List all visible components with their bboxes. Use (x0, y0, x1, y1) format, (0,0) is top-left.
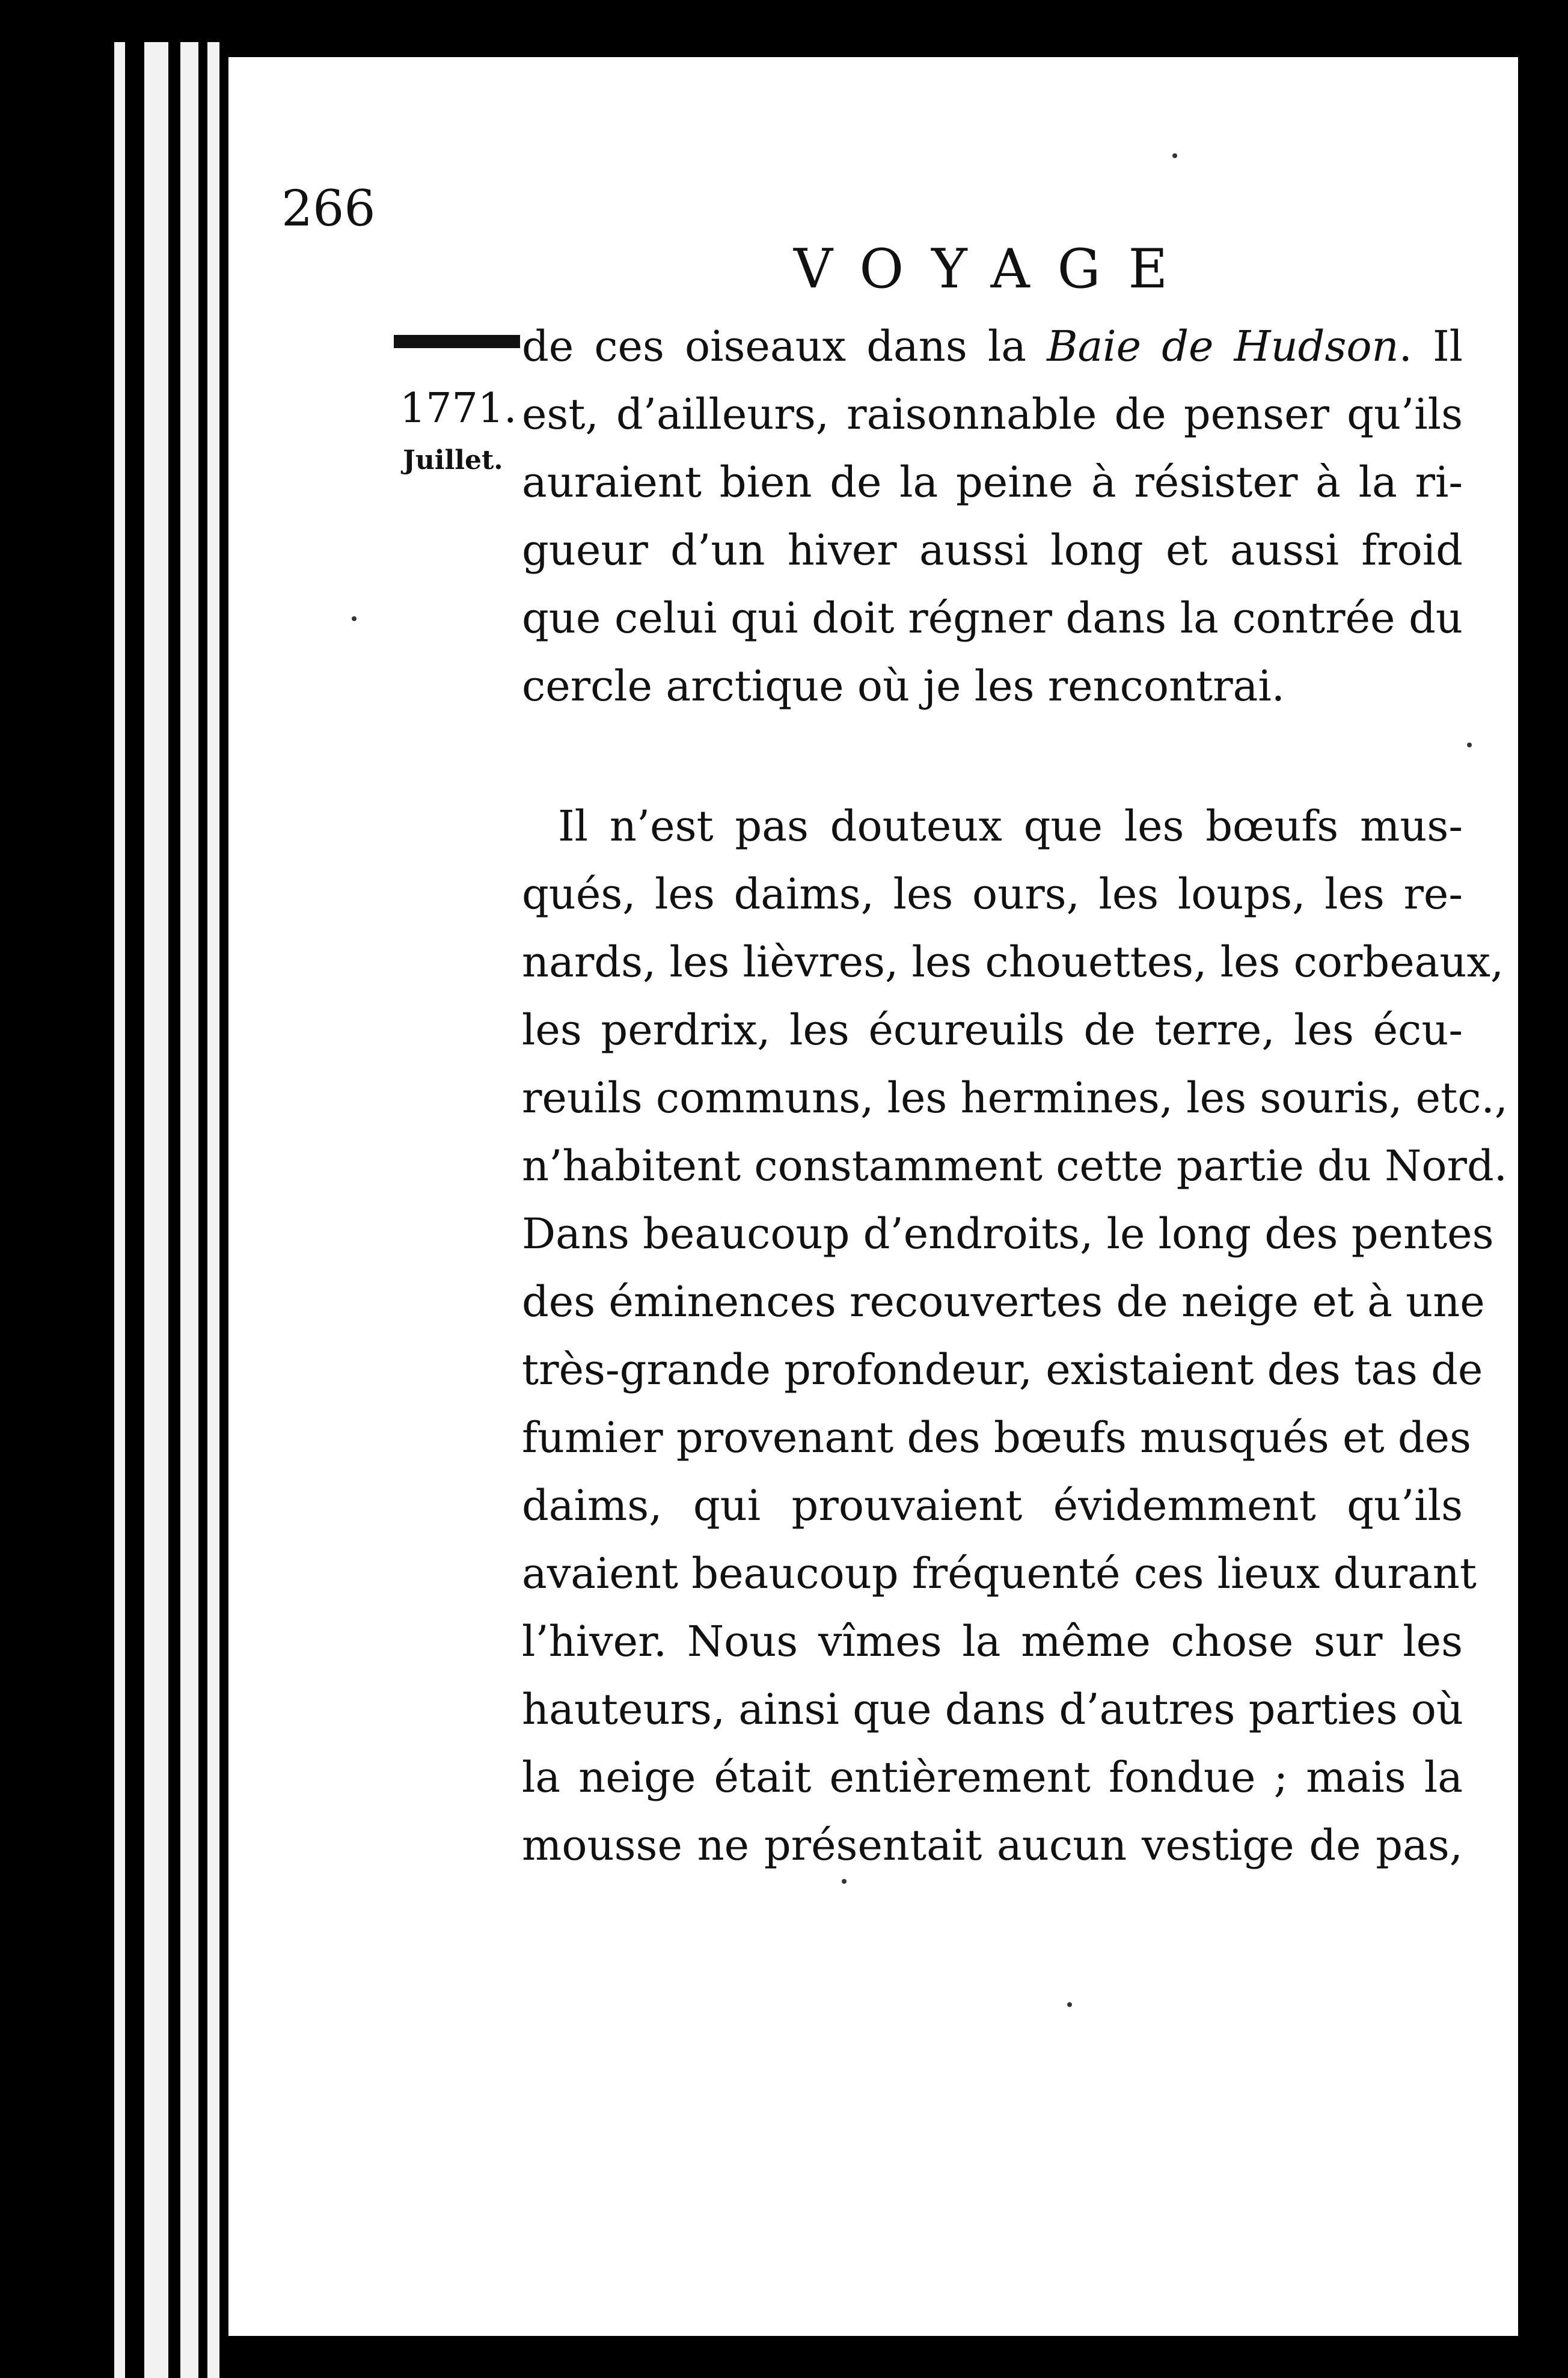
text-line: qués, les daims, les ours, les loups, les re- (522, 869, 1463, 919)
page-edge-strip (180, 42, 198, 2378)
running-title: VOYAGE (794, 237, 1196, 301)
text-line (522, 313, 1463, 381)
print-speck (1172, 153, 1177, 158)
text-line: Il n’est pas douteux que les bœufs mus- (558, 801, 1463, 851)
text-line: daims, qui prouvaient évidemment qu’ils (522, 1481, 1463, 1530)
text-line: la neige était entièrement fondue ; mais la (522, 1753, 1463, 1802)
text-line: très-grande profondeur, existaient des tas de (522, 1345, 1483, 1394)
text-line: avaient beaucoup fréquenté ces lieux durant (522, 1549, 1477, 1598)
print-speck (352, 616, 357, 621)
text-line: reuils communs, les hermines, les souris, etc., (522, 1073, 1508, 1123)
place-name-italic: Baie de Hudson (1047, 322, 1399, 371)
text-line: des éminences recouvertes de neige et à une (522, 1277, 1485, 1326)
text-line: nards, les lièvres, les chouettes, les corbeaux, (522, 937, 1504, 987)
text-run: . Il (1398, 322, 1463, 371)
text-line: hauteurs, ainsi que dans d’autres parties où (522, 1685, 1463, 1734)
text-line: l’hiver. Nous vîmes la même chose sur les (522, 1617, 1463, 1666)
margin-month: Juillet. (403, 445, 503, 476)
marginal-rule (394, 335, 520, 348)
print-speck (842, 1879, 847, 1884)
page-number: 266 (281, 180, 376, 237)
paragraph-gap (522, 720, 1463, 792)
page-edge-strip (114, 42, 125, 2378)
print-speck (1067, 2002, 1072, 2007)
text-line: est, d’ailleurs, raisonnable de penser qu’ils (522, 390, 1463, 439)
print-speck (1467, 743, 1472, 747)
text-line: cercle arctique où je les rencontrai. (522, 661, 1285, 711)
text-line: n’habitent constamment cette partie du Nord. (522, 1141, 1508, 1191)
text-line: que celui qui doit régner dans la contrée du (522, 593, 1463, 643)
right-border (1520, 0, 1568, 2378)
page-edge-strip (207, 42, 219, 2378)
text-line: auraient bien de la peine à résister à la ri- (522, 458, 1463, 507)
page-edge-strip (144, 42, 168, 2378)
text-line: les perdrix, les écureuils de terre, les écu- (522, 1005, 1463, 1055)
margin-year: 1771. (400, 385, 517, 432)
text-line: gueur d’un hiver aussi long et aussi froid (522, 526, 1463, 575)
text-run: de ces oiseaux dans la (522, 322, 1047, 371)
body-text (522, 313, 1508, 1880)
book-spine-edge (0, 0, 240, 2378)
text-line: mousse ne présentait aucun vestige de pas, (522, 1821, 1463, 1870)
text-line: Dans beaucoup d’endroits, le long des pentes (522, 1209, 1494, 1258)
text-line: fumier provenant des bœufs musqués et des (522, 1413, 1471, 1462)
